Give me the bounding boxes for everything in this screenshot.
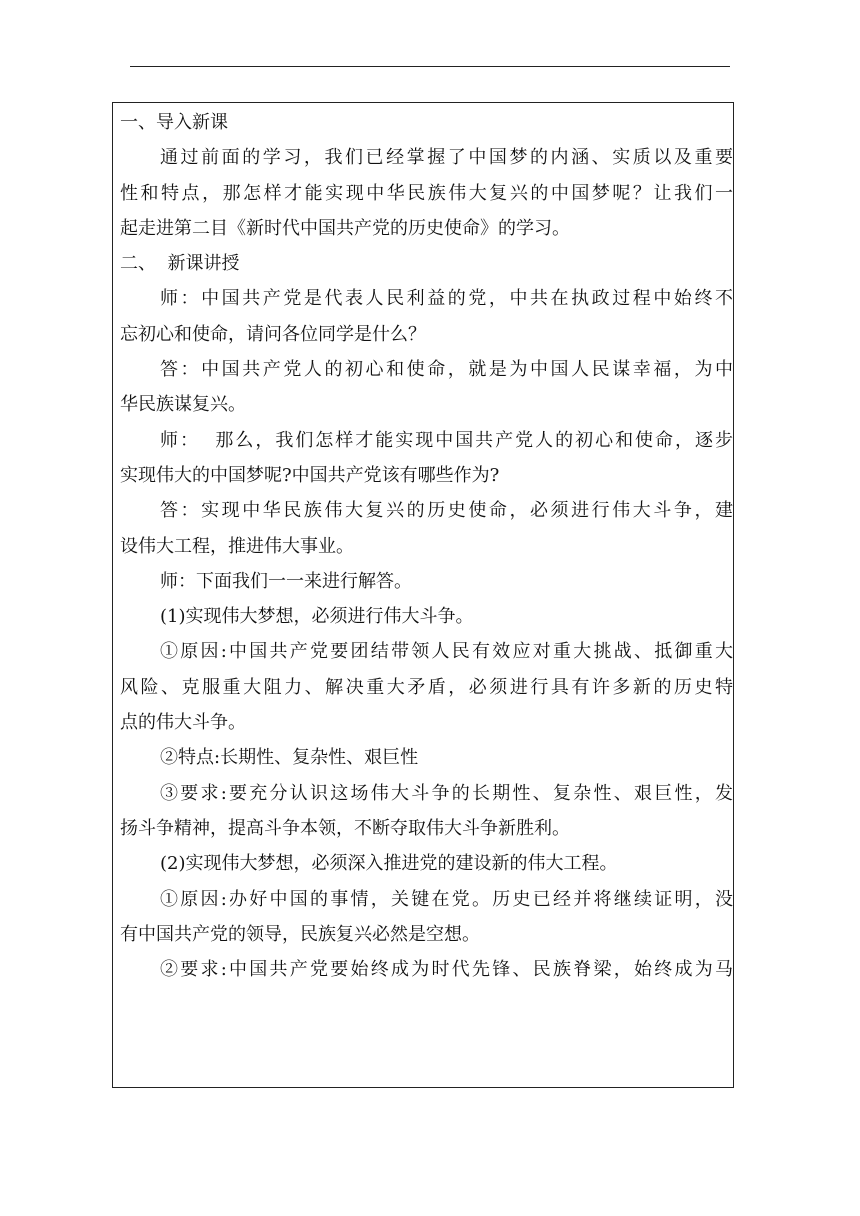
student-answer-line: 答：实现中华民族伟大复兴的历史使命，必须进行伟大斗争，建 [160,500,733,522]
reason-line: ①原因:中国共产党要团结带领人民有效应对重大挑战、抵御重大 [160,641,733,663]
teacher-question-line: 实现伟大的中国梦呢?中国共产党该有哪些作为? [120,464,500,486]
section-heading-intro: 一、导入新课 [120,112,228,133]
header-rule [130,66,730,67]
point-heading: (1)实现伟大梦想，必须进行伟大斗争。 [160,606,474,628]
point-heading: (2)实现伟大梦想，必须深入推进党的建设新的伟大工程。 [160,853,618,875]
requirement-line: ②要求:中国共产党要始终成为时代先锋、民族脊梁，始终成为马 [160,959,733,981]
intro-paragraph-line: 性和特点，那怎样才能实现中华民族伟大复兴的中国梦呢？让我们一 [120,182,733,204]
section-heading-new-lesson: 二、 新课讲授 [120,253,240,275]
intro-paragraph-line: 起走进第二目《新时代中国共产党的历史使命》的学习。 [120,217,570,239]
student-answer-line: 答：中国共产党人的初心和使命，就是为中国人民谋幸福，为中 [160,359,733,381]
teacher-transition-line: 师：下面我们一一来进行解答。 [160,570,412,592]
feature-line: ②特点:长期性、复杂性、艰巨性 [160,747,419,769]
student-answer-line: 华民族谋复兴。 [120,394,246,416]
reason-line: 有中国共产党的领导，民族复兴必然是空想。 [120,923,480,945]
teacher-question-line: 师： 那么，我们怎样才能实现中国共产党人的初心和使命，逐步 [160,429,733,451]
lesson-text [120,105,733,987]
reason-line: ①原因:办好中国的事情，关键在党。历史已经并将继续证明，没 [160,888,733,910]
teacher-question-line: 忘初心和使命，请问各位同学是什么？ [120,323,426,345]
reason-line: 风险、克服重大阻力、解决重大矛盾，必须进行具有许多新的历史特 [120,676,733,698]
requirement-line: 扬斗争精神，提高斗争本领，不断夺取伟大斗争新胜利。 [120,817,570,839]
teacher-question-line: 师：中国共产党是代表人民利益的党，中共在执政过程中始终不 [160,288,733,310]
student-answer-line: 设伟大工程，推进伟大事业。 [120,535,354,557]
intro-paragraph-line: 通过前面的学习，我们已经掌握了中国梦的内涵、实质以及重要 [160,147,733,169]
reason-line: 点的伟大斗争。 [120,712,246,734]
requirement-line: ③要求:要充分认识这场伟大斗争的长期性、复杂性、艰巨性，发 [160,782,733,804]
lesson-content-box [112,102,734,1088]
